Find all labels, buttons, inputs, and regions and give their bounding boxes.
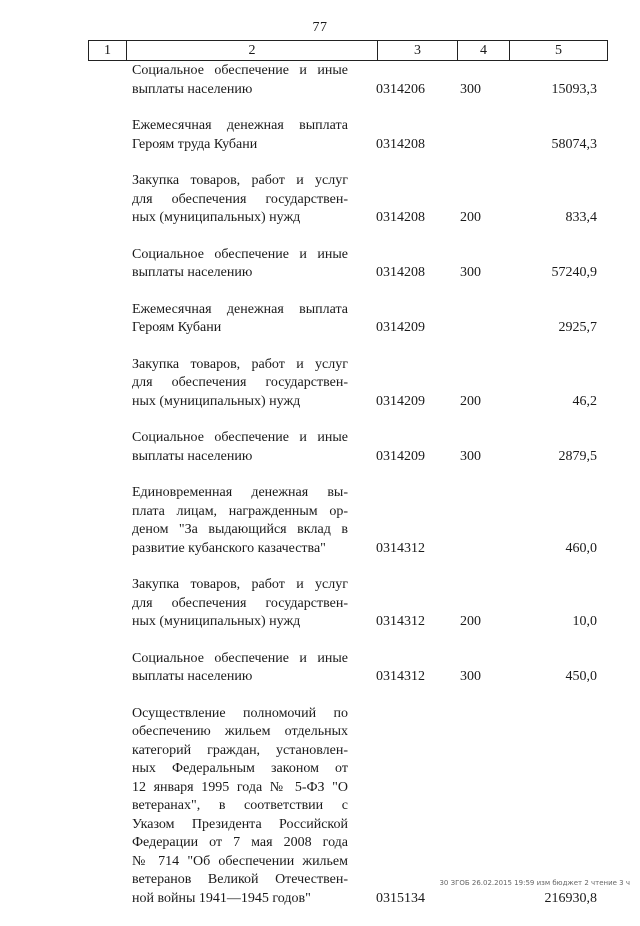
amount-value: 450,0 — [565, 669, 597, 684]
description-line: ветеранов Великой Отечествен- — [132, 872, 348, 887]
description-line: ных Федеральным законом от — [132, 761, 348, 776]
row-description — [132, 576, 348, 632]
description-line: развитие кубанского казачества" — [132, 540, 326, 556]
expense-type-code: 200 — [460, 210, 481, 225]
description-line: Социальное обеспечение и иные — [132, 246, 348, 262]
table-row — [0, 650, 640, 687]
row-description — [132, 301, 348, 338]
target-article-code: 0314209 — [376, 393, 425, 409]
amount-value: 2925,7 — [558, 320, 597, 335]
expense-type-code: 200 — [460, 614, 481, 629]
amount-value: 216930,8 — [544, 890, 597, 906]
row-description — [132, 246, 348, 283]
description-line: Закупка товаров, работ и услуг — [132, 577, 348, 592]
column-header-table — [88, 40, 608, 61]
row-description — [132, 484, 348, 558]
description-line: для обеспечения государствен- — [132, 375, 348, 390]
amount-value: 10,0 — [572, 614, 597, 629]
target-article-code: 0314208 — [376, 136, 425, 152]
description-line: Осуществление полномочий по — [132, 705, 348, 721]
column-header-1: 1 — [89, 41, 127, 61]
row-description — [132, 356, 348, 412]
table-row — [0, 356, 640, 412]
description-line: категорий граждан, установлен- — [132, 742, 348, 758]
column-header-row — [89, 41, 608, 61]
table-row — [0, 429, 640, 466]
target-article-code: 0315134 — [376, 890, 425, 906]
description-line: Социальное обеспечение и иные — [132, 650, 348, 666]
row-description — [132, 705, 348, 909]
row-description — [132, 172, 348, 228]
row-description — [132, 117, 348, 154]
expense-type-code: 300 — [460, 265, 481, 280]
table-row — [0, 117, 640, 154]
description-line: выплаты населению — [132, 265, 253, 280]
description-line: обеспечению жильем отдельных — [132, 724, 348, 739]
column-header-5: 5 — [510, 41, 608, 61]
amount-value: 460,0 — [565, 540, 597, 556]
expense-type-code: 300 — [460, 448, 481, 464]
description-line: Социальное обеспечение и иные — [132, 63, 348, 78]
budget-rows — [0, 62, 640, 926]
amount-value: 57240,9 — [551, 265, 597, 280]
description-line: Закупка товаров, работ и услуг — [132, 173, 348, 188]
description-line: Единовременная денежная вы- — [132, 485, 348, 500]
expense-type-code: 300 — [460, 81, 481, 97]
description-line: для обеспечения государствен- — [132, 595, 348, 611]
description-line: 12 января 1995 года № 5-ФЗ "О — [132, 779, 348, 795]
table-row — [0, 576, 640, 632]
table-row — [0, 301, 640, 338]
expense-type-code: 300 — [460, 669, 481, 684]
description-line: Закупка товаров, работ и услуг — [132, 356, 348, 372]
expense-type-code: 200 — [460, 393, 481, 409]
table-row — [0, 62, 640, 99]
column-header-3: 3 — [378, 41, 458, 61]
table-row — [0, 246, 640, 283]
target-article-code: 0314208 — [376, 265, 425, 280]
description-line: выплаты населению — [132, 81, 253, 97]
row-description — [132, 429, 348, 466]
description-line: ной войны 1941—1945 годов" — [132, 890, 311, 906]
description-line: Ежемесячная денежная выплата — [132, 118, 348, 133]
target-article-code: 0314209 — [376, 448, 425, 464]
column-header-4: 4 — [458, 41, 510, 61]
description-line: деном "За выдающийся вклад в — [132, 522, 348, 537]
description-line: Социальное обеспечение и иные — [132, 430, 348, 445]
description-line: Ежемесячная денежная выплата — [132, 301, 348, 317]
description-line: Федерации от 7 мая 2008 года — [132, 835, 348, 850]
column-header-2: 2 — [127, 41, 378, 61]
description-line: ных (муниципальных) нужд — [132, 393, 301, 409]
target-article-code: 0314312 — [376, 669, 425, 684]
amount-value: 58074,3 — [551, 136, 597, 152]
row-description — [132, 650, 348, 687]
amount-value: 833,4 — [565, 210, 597, 225]
description-line: выплаты населению — [132, 669, 253, 684]
description-line: Героям труда Кубани — [132, 136, 258, 152]
description-line: ных (муниципальных) нужд — [132, 210, 301, 225]
amount-value: 46,2 — [572, 393, 597, 409]
description-line: Указом Президента Российской — [132, 816, 348, 832]
target-article-code: 0314208 — [376, 210, 425, 225]
description-line: выплаты населению — [132, 448, 253, 464]
target-article-code: 0314209 — [376, 320, 425, 335]
description-line: ных (муниципальных) нужд — [132, 614, 301, 629]
description-line: плата лицам, награжденным ор- — [132, 503, 348, 519]
row-description — [132, 62, 348, 99]
footer-note: 30 ЗГОБ 26.02.2015 19:59 изм бюджет 2 чтение 3 ч — [439, 879, 630, 887]
table-row — [0, 172, 640, 228]
page-number: 77 — [312, 20, 328, 35]
target-article-code: 0314312 — [376, 614, 425, 629]
amount-value: 2879,5 — [558, 448, 597, 464]
table-row — [0, 484, 640, 558]
target-article-code: 0314312 — [376, 540, 425, 556]
target-article-code: 0314206 — [376, 81, 425, 97]
description-line: ветеранах", в соответствии с — [132, 798, 348, 813]
description-line: для обеспечения государствен- — [132, 191, 348, 207]
description-line: Героям Кубани — [132, 320, 222, 335]
table-row — [0, 705, 640, 909]
amount-value: 15093,3 — [551, 81, 597, 97]
description-line: № 714 "Об обеспечении жильем — [132, 853, 348, 869]
